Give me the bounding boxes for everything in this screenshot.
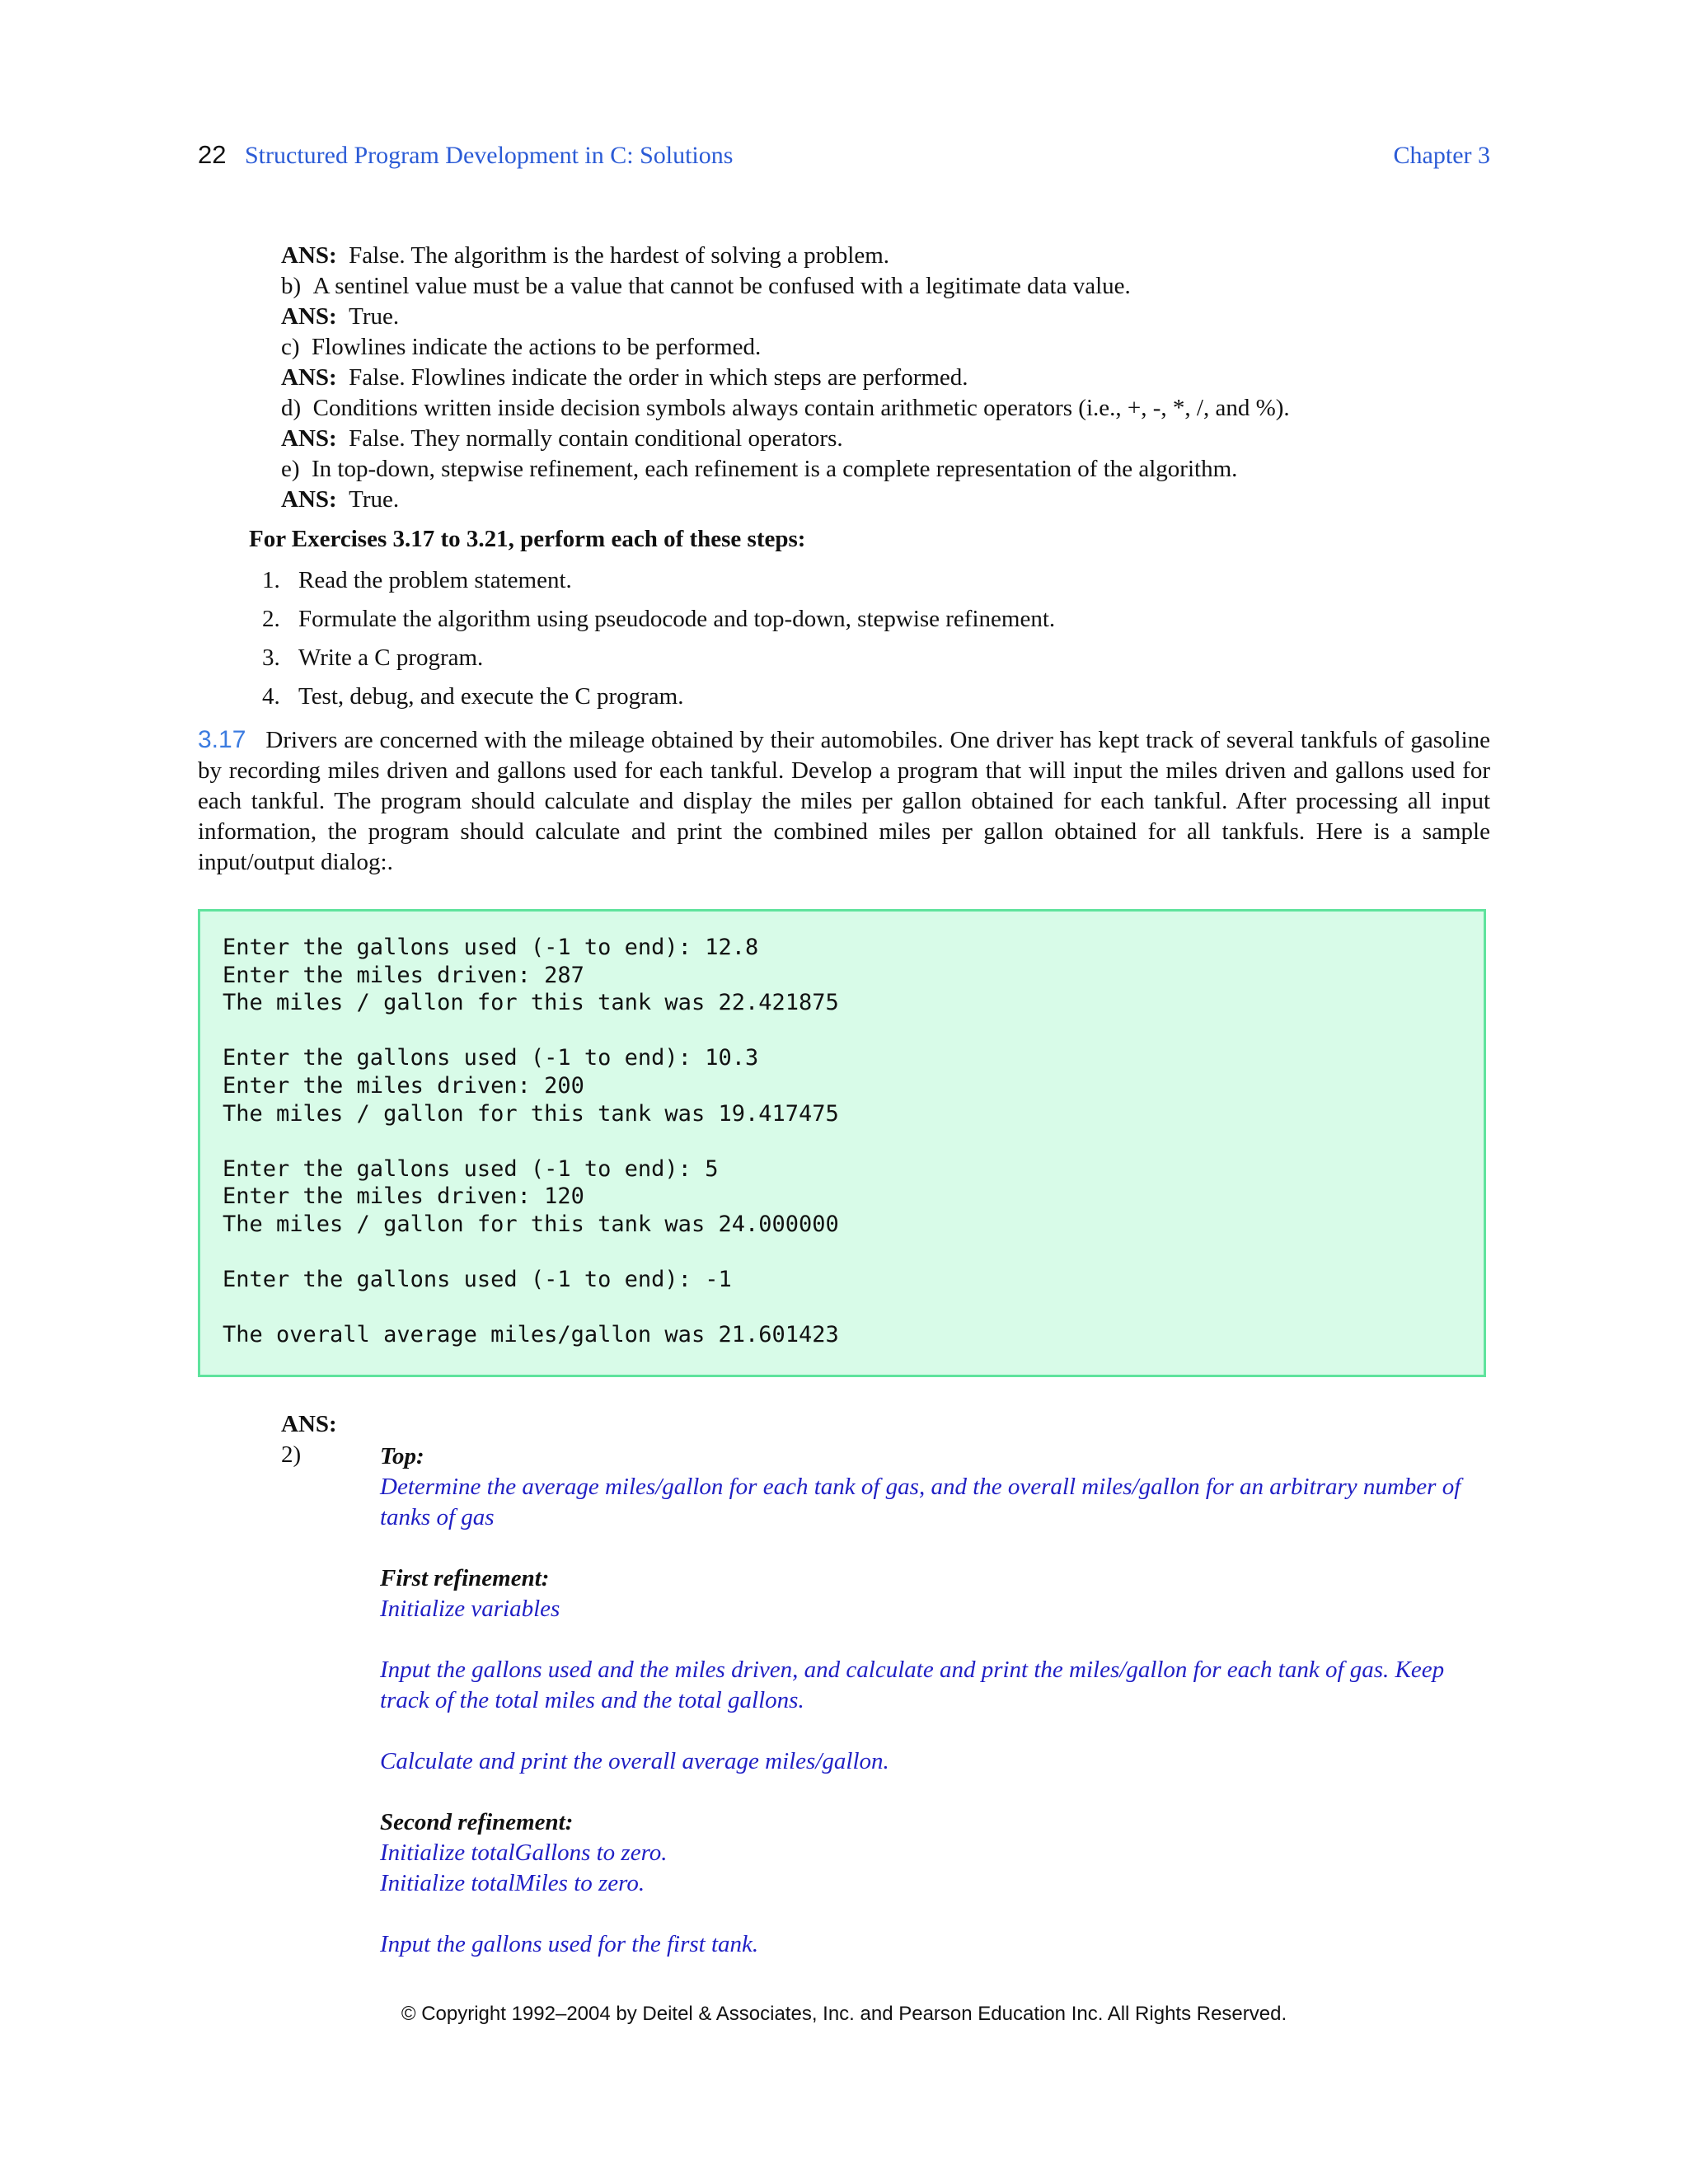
- solution-item-number: 2): [281, 1441, 302, 1468]
- second-refinement-heading: Second refinement:: [380, 1809, 574, 1835]
- code-line: Enter the miles driven: 287: [223, 962, 584, 988]
- step-number: 3.: [262, 644, 280, 671]
- answer-text: True.: [349, 486, 400, 513]
- step-item: [262, 604, 1055, 643]
- second-refinement-line: Initialize totalMiles to zero.: [380, 1870, 645, 1896]
- code-line: [223, 1127, 839, 1155]
- code-line: The miles / gallon for this tank was 22.421875: [223, 990, 839, 1016]
- exercise-paragraph: [198, 724, 1490, 878]
- step-text: Formulate the algorithm using pseudocode and top-down, stepwise refinement.: [298, 606, 1056, 632]
- solution-ans-label: ANS:: [281, 1411, 337, 1437]
- answer-text: False. The algorithm is the hardest of solving a problem.: [349, 242, 890, 269]
- first-refinement-line: Initialize variables: [380, 1596, 560, 1622]
- top-text: Determine the average miles/gallon for each tank of gas, and the overall miles/gallon for an arbitrary number of tanks of gas: [380, 1474, 1461, 1530]
- second-refinement-line: Initialize totalGallons to zero.: [380, 1840, 668, 1866]
- answer-line: [281, 363, 1290, 393]
- question-line: [281, 332, 1290, 363]
- ans-label: ANS:: [281, 486, 337, 513]
- code-line: Enter the gallons used (-1 to end): 5: [223, 1155, 719, 1182]
- step-number: 1.: [262, 567, 280, 593]
- answer-text: False. They normally contain conditional operators.: [349, 425, 843, 452]
- ans-label: ANS:: [281, 364, 337, 391]
- exercise-number: 3.17: [198, 726, 246, 753]
- chapter-label: Chapter 3: [1393, 142, 1490, 169]
- step-text: Test, debug, and execute the C program.: [298, 683, 684, 710]
- code-lines: [223, 934, 839, 1349]
- exercise-text: Drivers are concerned with the mileage obtained by their automobiles. One driver has kept track of several tankfuls of gasoline by recording miles driven and gallons used for each tankful. Develop a program that will input the miles driven and gallons used for each tankful. The program should calculate and display the miles per gallon obtained for each tankful. After processing all input information, the program should calculate and print the combined miles per gallon obtained for all tankfuls. Here is a sample input/output dialog:.: [198, 727, 1490, 875]
- page-header: [198, 140, 1490, 178]
- code-line: [223, 1239, 839, 1267]
- step-item: [262, 643, 1055, 682]
- answer-line: [281, 424, 1290, 454]
- ans-label: ANS:: [281, 303, 337, 330]
- answer-line: [281, 302, 1290, 332]
- code-line: [223, 1017, 839, 1045]
- question-text: b) A sentinel value must be a value that cannot be confused with a legitimate data value.: [281, 273, 1131, 299]
- code-line: Enter the gallons used (-1 to end): 12.8: [223, 935, 759, 960]
- code-line: Enter the gallons used (-1 to end): 10.3: [223, 1045, 759, 1071]
- answer-text: False. Flowlines indicate the order in which steps are performed.: [349, 364, 968, 391]
- steps-heading: For Exercises 3.17 to 3.21, perform each of these steps:: [249, 526, 806, 552]
- first-refinement-line: Input the gallons used and the miles driven, and calculate and print the miles/gallon for each tank of gas. Keep track of the total miles and the total gallons.: [380, 1657, 1445, 1713]
- first-refinement-line: Calculate and print the overall average miles/gallon.: [380, 1748, 889, 1774]
- first-refinement-heading: First refinement:: [380, 1565, 550, 1591]
- answer-text: True.: [349, 303, 400, 330]
- code-line: [223, 1294, 839, 1322]
- code-line: Enter the miles driven: 200: [223, 1072, 584, 1099]
- question-line: [281, 454, 1290, 485]
- second-refinement-line: Input the gallons used for the first tank.: [380, 1931, 759, 1957]
- steps-list: [262, 565, 1055, 720]
- answer-line: [281, 241, 1290, 271]
- top-heading: Top:: [380, 1443, 424, 1469]
- answer-line: [281, 485, 1290, 515]
- sample-dialog-box: [198, 909, 1486, 1377]
- code-line: The overall average miles/gallon was 21.601423: [223, 1322, 839, 1348]
- step-item: [262, 682, 1055, 720]
- question-text: e) In top-down, stepwise refinement, each refinement is a complete representation of the algorithm.: [281, 456, 1238, 482]
- pseudocode-block: [380, 1441, 1493, 1960]
- code-line: Enter the miles driven: 120: [223, 1183, 584, 1210]
- copyright-footer: © Copyright 1992–2004 by Deitel & Associates, Inc. and Pearson Education Inc. All Rights Reserved.: [401, 2003, 1287, 2025]
- question-text: c) Flowlines indicate the actions to be performed.: [281, 334, 762, 360]
- running-title: Structured Program Development in C: Solutions: [245, 142, 734, 169]
- question-line: [281, 271, 1290, 302]
- code-line: The miles / gallon for this tank was 24.000000: [223, 1211, 839, 1237]
- question-text: d) Conditions written inside decision symbols always contain arithmetic operators (i.e., +, -, *, /, and %).: [281, 395, 1290, 421]
- step-text: Write a C program.: [298, 644, 484, 671]
- page-number: 22: [198, 140, 227, 169]
- step-number: 4.: [262, 683, 280, 710]
- code-line: Enter the gallons used (-1 to end): -1: [223, 1267, 732, 1293]
- ans-label: ANS:: [281, 242, 337, 269]
- step-number: 2.: [262, 606, 280, 632]
- answers-list: [281, 241, 1290, 515]
- step-text: Read the problem statement.: [298, 567, 572, 593]
- code-line: The miles / gallon for this tank was 19.417475: [223, 1100, 839, 1127]
- question-line: [281, 393, 1290, 424]
- step-item: [262, 565, 1055, 604]
- ans-label: ANS:: [281, 425, 337, 452]
